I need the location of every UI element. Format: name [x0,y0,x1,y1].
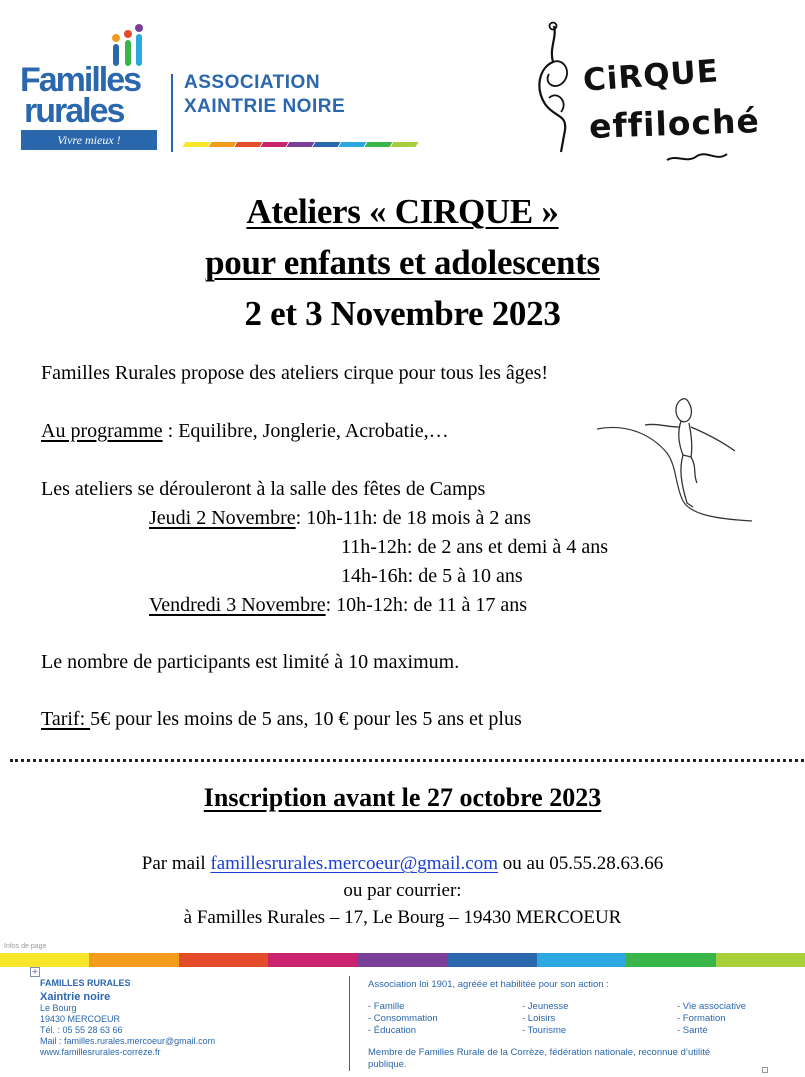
title-dates: 2 et 3 Novembre 2023 [244,294,561,333]
footer-action: - Jeunesse [522,1001,569,1012]
logo-word-familles: Familles [20,61,141,99]
logo-color-stripes [184,142,418,147]
footer-action: - Loisirs [522,1013,556,1024]
day1-line [149,506,531,530]
logo-slogan: Vivre mieux ! [21,130,157,150]
expand-plus-icon[interactable]: + [31,967,39,976]
programme-label: Au programme [41,420,163,442]
footer-phone: Tél. : 05 55 28 63 66 [40,1025,123,1035]
title-line-1 [0,192,805,232]
limit-text: Le nombre de participants est limité à 10 maximum. [41,651,460,673]
title-line-2 [0,243,805,283]
color-stripe [358,953,447,967]
address-line: à Familles Rurales – 17, Le Bourg – 19430 MERCOEUR [183,907,622,928]
day1-slot2: 11h-12h: de 2 ans et demi à 4 ans [341,536,608,558]
color-stripe [537,953,626,967]
logo-separator [171,74,173,152]
footer-org-name: FAMILLES RURALES [40,978,131,988]
color-stripe [183,142,211,147]
footer-address-2: 19430 MERCOEUR [40,1014,121,1024]
association-name: XAINTRIE NOIRE [184,96,346,117]
programme-text: : Equilibre, Jonglerie, Acrobatie,… [162,420,449,442]
color-stripe [0,953,89,967]
acrobat-drawing-icon [597,393,757,528]
phone-text: ou au 05.55.28.63.66 [498,853,664,874]
footer-approval: Association loi 1901, agréée et habilitée pour son action : [368,979,609,990]
footer-member-1: Membre de Familles Rurale de la Corrèze, fédération nationale, reconnue d’utilité [368,1047,711,1058]
intro-text: Familles Rurales propose des ateliers cirque pour tous les âges! [41,362,549,384]
footer-action: - Santé [677,1025,708,1036]
footer-action: - Formation [677,1013,726,1024]
color-stripe [716,953,805,967]
color-stripe [209,142,237,147]
footer-color-stripes [0,953,805,967]
color-stripe [235,142,263,147]
footer-org-sub: Xaintrie noire [40,991,111,1003]
footer-mail: Mail : familles.rurales.mercoeur@gmail.com [40,1036,216,1046]
inscription-heading [0,783,805,813]
footer-action: - Vie associative [677,1001,746,1012]
footer-action: - Famille [368,1001,405,1012]
title-ateliers: Ateliers « CIRQUE » [246,192,559,231]
footer-action: - Tourisme [522,1025,567,1036]
association-label: ASSOCIATION [184,72,321,93]
programme-line [41,419,449,443]
color-stripe [89,953,178,967]
footer-address-1: Le Bourg [40,1003,77,1013]
day1-slot3: 14h-16h: de 5 à 10 ans [341,565,523,587]
color-stripe [339,142,367,147]
color-stripe [391,142,419,147]
post-line: ou par courrier: [343,880,462,901]
footer-separator [349,976,350,1071]
color-stripe [287,142,315,147]
day1-label: Jeudi 2 Novembre [149,507,296,529]
corner-marker [762,1067,768,1073]
title-audience: pour enfants et adolescents [205,243,600,282]
color-stripe [365,142,393,147]
email-link[interactable]: famillesrurales.mercoeur@gmail.com [210,853,499,874]
day1-slot1: : 10h-11h: de 18 mois à 2 ans [295,507,531,529]
footer-action: - Éducation [368,1025,417,1036]
tarif-line [41,707,522,731]
color-stripe [179,953,268,967]
footer-tiny-label: Infos de page [4,943,47,950]
cirque-effiloche-logo [527,18,761,168]
location-text: Les ateliers se dérouleront à la salle des fêtes de Camps [41,478,486,500]
footer-member-2: publique. [368,1059,407,1070]
color-stripe [313,142,341,147]
color-stripe [447,953,536,967]
logo-word-rurales: rurales [24,92,124,130]
day2-label: Vendredi 3 Novembre [149,594,326,616]
color-stripe [268,953,357,967]
footer-website: www.famillesrurales-correze.fr [40,1047,161,1057]
mail-prefix: Par mail [141,853,211,874]
day2-line [149,593,527,617]
logo-word-cirque: CiRQUE [581,53,721,99]
day2-slot1: : 10h-12h: de 11 à 17 ans [325,594,528,616]
tarif-label: Tarif: [41,708,91,730]
color-stripe [626,953,715,967]
footer-action: - Consommation [368,1013,438,1024]
tarif-text: 5€ pour les moins de 5 ans, 10 € pour les 5 ans et plus [90,708,522,730]
familles-rurales-logo [18,20,388,155]
inscription-heading-text: Inscription avant le 27 octobre 2023 [203,783,602,812]
dotted-separator [10,759,804,762]
contact-mail-line [0,853,805,875]
logo-word-effiloche: effiloché [588,101,761,146]
color-stripe [261,142,289,147]
